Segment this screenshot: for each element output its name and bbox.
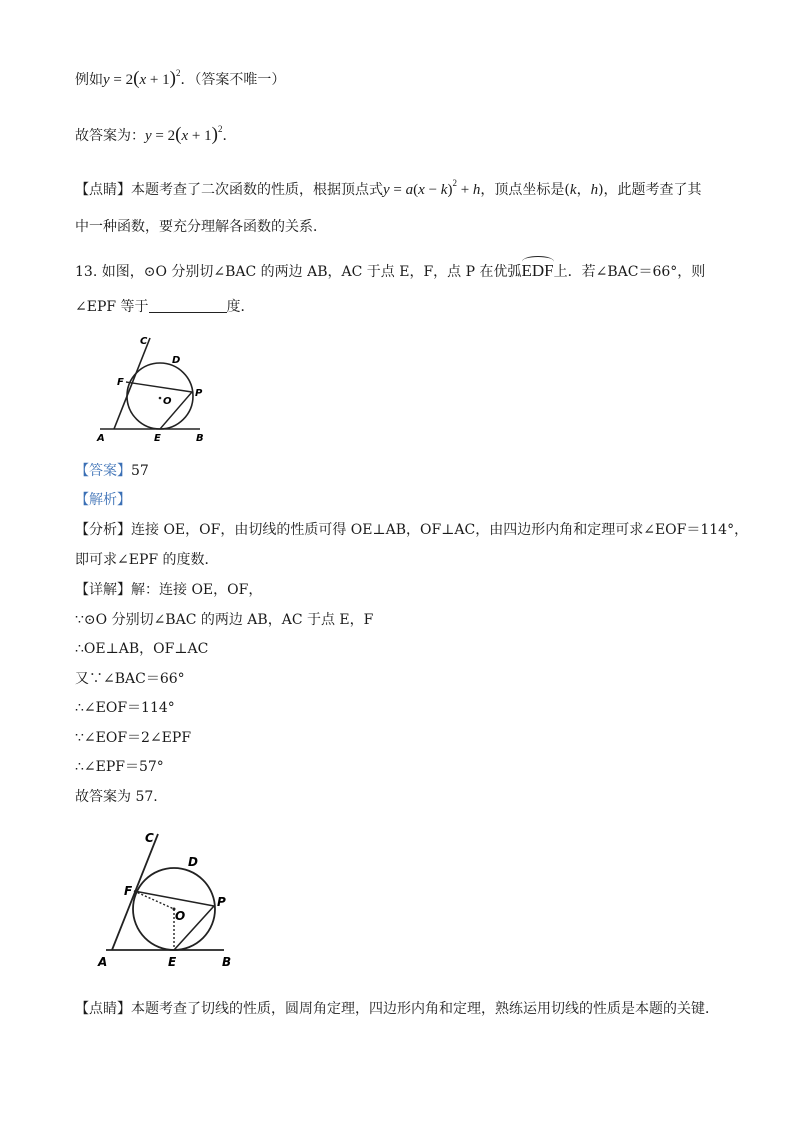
dianjing-1-line1 [75,174,702,199]
label-d: D [172,355,181,366]
answer-tag: 【答案】 [75,463,131,479]
label-b: B [222,955,232,969]
dianjing-1-text-b: ，顶点坐标是( [480,182,570,198]
question-text-b: 上．若∠BAC＝66°，则 [553,264,706,280]
label-b: B [196,433,204,444]
dianjing-2-text: 本题考查了切线的性质，圆周角定理，四边形内角和定理，熟练运用切线的性质是本题的关键． [131,1001,719,1017]
label-c: C [145,831,154,845]
question-line1 [75,258,705,281]
label-o: O [163,396,172,407]
dianjing-1-tag: 【点睛】 [75,182,131,198]
example-line [75,64,285,89]
question-figure [90,334,220,446]
question-line2 [75,298,255,316]
fenxi-text: 连接 OE，OF，由切线的性质可得 OE⊥AB，OF⊥AC，由四边形内角和定理可求∠EOF＝114°， [131,522,749,538]
question-line2-a: ∠EPF 等于 [75,299,149,315]
circle-o [127,363,193,429]
fenxi-line2 [75,551,219,569]
xiangjie-line [75,581,262,599]
solution-figure [92,826,242,970]
dianjing-2-tag: 【点睛】 [75,1001,131,1017]
label-e: E [168,955,177,969]
dianjing-1-line2-text: 中一种函数，要充分理解各函数的关系． [75,219,327,235]
answer-blank [149,300,227,313]
example-formula: $y = 2(x + 1)^2$ [103,68,181,89]
step-line: ∴∠EOF＝114° [75,700,175,716]
dianjing-2-line [75,1000,719,1018]
step-line: ∴OE⊥AB，OF⊥AC [75,641,209,657]
answer-block [75,462,149,480]
arc-edf: EDF [522,258,554,280]
question-text-a: 13. 如图，⊙O 分别切∠BAC 的两边 AB，AC 于点 E，F，点 P 在优弧 [75,264,522,280]
fenxi-tag: 【分析】 [75,522,131,538]
fenxi-line2-text: 即可求∠EPF 的度数． [75,552,219,568]
label-c: C [140,336,148,347]
label-f: F [117,377,124,388]
step-line: ∵⊙O 分别切∠BAC 的两边 AB，AC 于点 E，F [75,612,374,628]
answer-formula: $y = 2(x + 1)^2$ [145,124,223,145]
vertex-form-formula: $y = a(x - k)^2 + h$ [383,178,481,198]
dianjing-1-text-a: 本题考查了二次函数的性质，根据顶点式 [131,182,383,198]
analysis-tag: 【解析】 [75,492,131,508]
label-d: D [188,855,198,869]
answer-value: 57 [131,463,149,479]
step-line: ∴∠EPF＝57° [75,759,164,775]
label-a: A [97,433,105,444]
question-line2-b: 度． [226,299,255,315]
answer-line [75,120,236,145]
example-prefix: 例如 [75,72,103,88]
step-line: 又∵∠BAC＝66° [75,671,185,687]
label-a: A [98,955,108,969]
label-e: E [154,433,161,444]
vertex-sep: ， [576,182,591,198]
step-line: 故答案为 57. [75,789,158,805]
segment-of [134,891,174,909]
label-p: P [195,388,203,399]
answer-suffix: ． [222,128,237,144]
step-line: ∵∠EOF＝2∠EPF [75,730,192,746]
vertex-h: h [590,182,599,198]
dianjing-1-text-c: )，此题考查了其 [598,182,702,198]
answer-prefix: 故答案为： [75,128,145,144]
vertex-k: k [569,182,577,198]
chord-fp [126,382,192,392]
example-note: ．（答案不唯一） [180,72,286,88]
label-f: F [124,884,133,898]
xiangjie-text: 解：连接 OE，OF， [131,582,263,598]
center-dot [159,397,162,400]
xiangjie-tag: 【详解】 [75,582,131,598]
dianjing-1-line2 [75,218,327,236]
label-o: O [175,909,186,923]
fenxi-line1 [75,521,748,539]
label-p: P [217,895,226,909]
chord-fp [134,891,214,906]
